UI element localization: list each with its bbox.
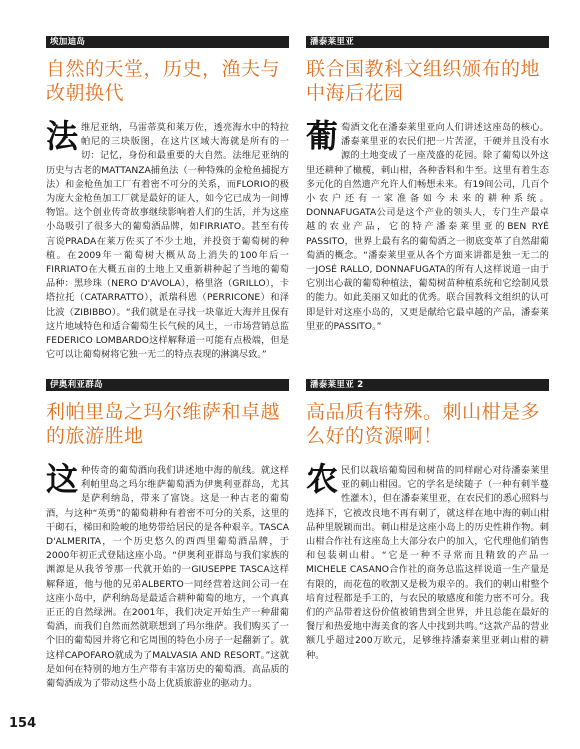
article-body-text: 萄酒文化在潘泰莱里亚向人们讲述这座岛的核心。潘泰莱里亚的农民们把一片苦涩，干硬并且没有水源的土地变成了一座茂盛的花园。除了葡萄以外这里还耕种了橄榄，刺山柑，各种香料和牛至。这里有着生态多元化的自然遗产允许人们畅想未来。有19间公司，几百个小农户还有一家准备如今未来的耕种系统。DONNAFUGATA公司是这个产业的领头人，专门生产最卓越的农业产品，它的特产潘泰莱里亚的BEN RYÉ PASSITO，世界上最有名的葡萄酒之一彻底变革了自然甜葡萄酒的概念。“潘泰莱里亚从各个方面来讲都是独一无二的一JOSÉ RALLO, DONNAFUGATA的所有人这样说道一由于它別出心裁的葡萄种植法，葡萄树苗种植系统和它绘制风景的能力。如此美丽又如此的优秀。联合国教科文组织的认可即是针对这座小岛的，又更是献给它最卓越的产品，潘泰莱里亚的PASSITO。” bbox=[306, 122, 549, 332]
drop-cap: 法 bbox=[46, 117, 79, 155]
article-aeolian-islands bbox=[46, 379, 289, 691]
drop-cap: 农 bbox=[306, 460, 339, 498]
section-header: 埃加迪岛 bbox=[46, 36, 289, 48]
article-aegadian-islands bbox=[46, 36, 289, 362]
article-body-text: 民们以栽培葡萄园和树苗的同样耐心对待潘泰莱里亚的刺山柑园。它的学名是续随子（一种有刺半蔓性灌木），但在潘泰莱里亚，在农民们的悉心照料与选择下，它被改良地不再有刺了，就这样在地中海的刺山柑品种里脱颖而出。刺山柑是这座小岛上的历史性耕作物。刺山柑合作社有这座岛上大部分农户的加入，它代理他们销售和包装刺山柑。“它是一种不寻常而且精致的产品一MICHELE CASANO合作社的商务总监这样说道一生产量是有限的，而花苞的收割又是极为艰辛的。我们的刺山柑整个培育过程都是手工的，与农民的敏感度和能力密不可分。我们的产品带着这份价值被销售到全世界，并且总能在最好的餐厅和热爱地中海美食的客人中找到共鸣。”这款产品的营业额几乎超过200万欧元，足够维持潘泰莱里亚刺山柑的耕种。 bbox=[306, 465, 549, 661]
article-body bbox=[46, 117, 289, 362]
drop-cap: 这 bbox=[46, 460, 79, 498]
article-pantelleria-2 bbox=[306, 379, 549, 663]
article-body-text: 维尼亚纳，马雷蒂莫和莱万佐，透亮海水中的特拉帕尼的三块版图，在这片区域大海就是所有的一切：记忆，身份和最重要的大自然。法维尼亚纳的历史与古老的MATTANZA捕鱼法（一种特殊的金枪鱼捕捉方法）和金枪鱼加工厂有着密不可分的关系，而FLORIO的极为庞大金枪鱼加工厂就是最好的证人，如今它已成为一间博物馆。这个创业传奇故事继续影响着人们的生活，并为这座小岛吸引了很多大的葡萄酒品牌，如FIRRIATO。甚至有传言说PRADA在莱万佐买了不少土地，并投资于葡萄树的种植。在2009年一葡萄树大概从岛上消失的100年后一FIRRIATO在大概五亩的土地上又重新耕种起了当地的葡萄品种：黑珍珠（NERO D'AVOLA），格里洛（GRILLO），卡塔拉托（CATARRATTO），派瑞科恩（PERRICONE）和泽比波（ZIBIBBO）。“我们就是在寻找一块靠近大海并且保有这片地域特色和适合葡萄生长气候的风土，一市场营销总监FEDERICO LOMBARDO这样解释道一可能有点极端，但是它可以让葡萄树将它独一无二的特点表现的淋漓尽致。” bbox=[46, 122, 289, 361]
section-header: 潘泰莱里亚 bbox=[306, 36, 549, 48]
section-header: 伊奥利亚群岛 bbox=[46, 379, 289, 391]
article-headline: 利帕里岛之玛尔维萨和卓越的旅游胜地 bbox=[46, 401, 281, 447]
article-headline: 自然的天堂，历史，渔夫与改朝换代 bbox=[46, 58, 281, 104]
article-headline: 高品质有特殊。刺山柑是多么好的资源啊！ bbox=[306, 401, 541, 447]
section-header: 潘泰莱里亚 2 bbox=[306, 379, 549, 391]
article-body bbox=[306, 460, 549, 663]
article-headline: 联合国教科文组织颁布的地中海后花园 bbox=[306, 58, 541, 104]
article-body bbox=[306, 117, 549, 334]
article-body-text: 种传奇的葡萄酒向我们讲述地中海的航线。就这样利帕里岛之玛尔维萨葡萄酒为伊奥利亚群岛，尤其是萨利纳岛，带来了富饶。这是一种古老的葡萄酒，与这种“英勇”的葡萄耕种有着密不可分的关系，这里的干砌石，梯田和险峻的地势带给居民的是各种艰辛。TASCA D'ALMERITA，一个历史悠久的西西里葡萄酒品牌，于2000年初正式登陆这座小岛。“伊奥利亚群岛与我们家族的渊源是从我爷爷那一代就开始的一GIUSEPPE TASCA这样解释道，他与他的兄弟ALBERTO一同经营着这间公司一在这座小岛中，萨利纳岛是最适合耕种葡萄的地方，一个真真正正的自然绿洲。在2001年，我们决定开始生产一种甜葡萄酒，而我们自然而然就联想到了玛尔维萨。我们购买了一个旧的葡萄园并将它和它周围的特色小房子一起翻新了。就这样CAPOFARO就成为了MALVASIA AND RESORT。”这就是如何在特别的地方生产带有丰富历史的葡萄酒。高品质的葡萄酒成为了带动这些小岛上优质旅游业的驱动力。 bbox=[46, 465, 289, 690]
drop-cap: 葡 bbox=[306, 117, 339, 155]
article-pantelleria bbox=[306, 36, 549, 334]
article-body bbox=[46, 460, 289, 691]
page-number: 154 bbox=[9, 716, 37, 731]
